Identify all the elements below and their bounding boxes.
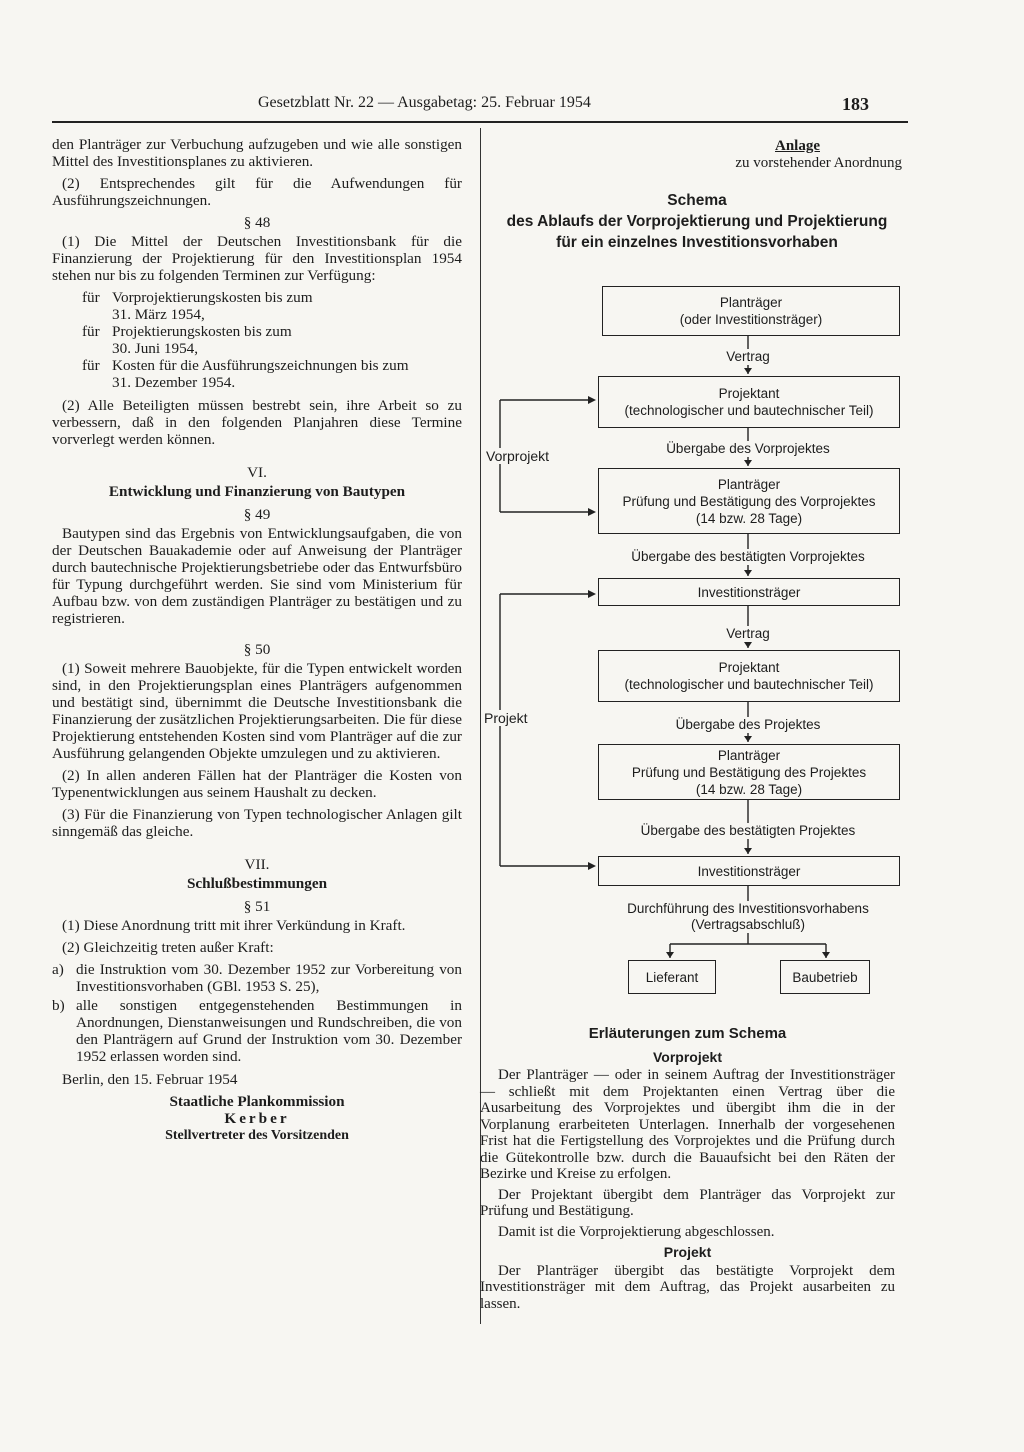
label-uebergabe-projekt: Übergabe des Projektes	[620, 717, 876, 733]
paragraph: (2) Alle Beteiligten müssen bestrebt sein, ihre Arbeit so zu verbessern, daß in den folgenden Planjahren diese Termine vorverlegt werden können.	[52, 397, 462, 448]
box-line: Projektant	[718, 386, 780, 401]
box-lieferant	[628, 960, 716, 994]
box-investitionstraeger	[598, 856, 900, 886]
box-projektant	[598, 376, 900, 428]
place-date: Berlin, den 15. Februar 1954	[62, 1071, 238, 1088]
box-line: Baubetrieb	[792, 969, 858, 985]
label-vertrag: Vertrag	[698, 626, 798, 642]
box-baubetrieb	[780, 960, 870, 994]
anlage-title: Anlage	[775, 138, 820, 154]
deadline-date: 31. März 1954,	[112, 306, 205, 323]
section-number: § 51	[243, 898, 271, 915]
explanations-title: Erläuterungen zum Schema	[588, 1025, 787, 1042]
paragraph: (3) Für die Finanzierung von Typen technologischer Anlagen gilt sinngemäß das gleiche.	[52, 806, 462, 840]
box-plantraeger	[602, 286, 900, 336]
label-uebergabe-bestaetigt: Übergabe des bestätigten Projektes	[610, 823, 886, 839]
schema-title: des Ablaufs der Vorprojektierung und Projektierung	[506, 213, 888, 230]
paragraph: Damit ist die Vorprojektierung abgeschlossen.	[498, 1223, 775, 1240]
signature-name: Kerber	[224, 1110, 290, 1127]
page-number: 183	[842, 94, 869, 114]
box-line: (14 bzw. 28 Tage)	[695, 781, 803, 797]
box-line: Lieferant	[645, 969, 699, 985]
box-line: Planträger	[717, 476, 781, 492]
box-line: Prüfung und Bestätigung des Vorprojektes	[622, 493, 876, 509]
box-plantraeger-pruefung	[598, 744, 900, 800]
box-line: Planträger	[717, 747, 781, 763]
box-line: (technologischer und bautechnischer Teil)	[624, 403, 874, 418]
box-projektant	[598, 650, 900, 702]
subsection-title: Vorprojekt	[653, 1048, 722, 1065]
label-vertrag: Vertrag	[698, 349, 798, 365]
header-rule	[52, 121, 908, 123]
schema-title: Schema	[667, 192, 727, 209]
right-column	[486, 138, 908, 253]
deadline-label: für	[82, 289, 100, 306]
running-header: Gesetzblatt Nr. 22 — Ausgabetag: 25. Februar 1954	[258, 94, 591, 111]
box-line: (oder Investitionsträger)	[679, 312, 823, 327]
list-item	[52, 997, 462, 1065]
deadline-item	[52, 357, 462, 374]
paragraph: (1) Diese Anordnung tritt mit ihrer Verkündung in Kraft.	[62, 917, 406, 934]
schema-title: für ein einzelnes Investitionsvorhaben	[556, 234, 838, 251]
box-line: Investitionsträger	[697, 584, 801, 600]
paragraph: (1) Soweit mehrere Bauobjekte, für die Typen entwickelt worden sind, in den Projektierungsplan eines Planträgers aufgenommen und bestätigt sind, übernimmt die Deutsche Investitionsbank die Finanzierung der zusätzlichen Projektierungsarbeiten. Die für diese Projektierung entstehenden Kosten sind vom Planträger auf die zur Ausführung gelangenden Objekte umzulegen und zu aktivieren.	[52, 660, 462, 762]
paragraph: Der Planträger — oder in seinem Auftrag der Investitionsträger — schließt mit dem Projektanten einen Vertrag über die Ausarbeitung des Vorprojektes und übergibt ihm die in der Vorplanung erarbeiteten Unterlagen. Innerhalb der vorgesehenen Frist hat die Fertigstellung des Vorprojektes und die Prüfung durch die Gütekontrolle bzw. durch die Bauaufsicht bei den Räten der Bezirke und Kreise zu erfolgen.	[480, 1067, 895, 1182]
paragraph: (2) Entsprechendes gilt für die Aufwendungen für Ausführungszeichnungen.	[52, 175, 462, 209]
paragraph: Der Projektant übergibt dem Planträger das Vorprojekt zur Prüfung und Bestätigung.	[480, 1186, 895, 1219]
paragraph: Bautypen sind das Ergebnis von Entwicklungsaufgaben, die von der Deutschen Bauakademie oder auf Anweisung der Planträger durch bautechnische Projektierungsbetriebe oder das Entwurfsbüro für Typung durchgeführt werden. Sie sind vom Ministerium für Aufbau bzw. von dem zuständigen Planträger zu bestätigen und zu registrieren.	[52, 525, 462, 627]
paragraph: Der Planträger übergibt das bestätigte Vorprojekt dem Investitionsträger mit dem Auftrag, das Projekt ausarbeiten zu lassen.	[480, 1262, 895, 1312]
section-number: § 49	[243, 506, 271, 523]
flow-diagram	[480, 270, 910, 1010]
paragraph: den Planträger zur Verbuchung aufzugeben und wie alle sonstigen Mittel des Investitionsplanes zu aktivieren.	[52, 136, 462, 170]
section-title: Entwicklung und Finanzierung von Bautypen	[108, 483, 406, 500]
box-line: (14 bzw. 28 Tage)	[695, 510, 803, 526]
deadline-label: für	[82, 357, 100, 374]
side-label-projekt: Projekt	[484, 710, 528, 726]
box-investitionstraeger	[598, 578, 900, 606]
subsection-title: Projekt	[663, 1244, 712, 1260]
paragraph: (1) Die Mittel der Deutschen Investitionsbank für die Finanzierung der Projektierung für den Investitionsplan 1954 stehen nur bis zu folgenden Terminen zur Verfügung:	[52, 233, 462, 284]
deadline-date: 31. Dezember 1954.	[112, 374, 236, 391]
section-roman: VI.	[247, 464, 267, 481]
label-uebergabe-vorprojekt: Übergabe des Vorprojektes	[610, 441, 886, 457]
paragraph: (2) Gleichzeitig treten außer Kraft:	[62, 939, 274, 956]
label-vertragsabschluss: (Vertragsabschluß)	[660, 917, 836, 933]
deadline-text: Vorprojektierungskosten bis zum	[112, 289, 313, 306]
deadline-label: für	[82, 323, 100, 340]
section-roman: VII.	[244, 856, 270, 873]
deadline-date: 30. Juni 1954,	[112, 340, 199, 357]
list-text: alle sonstigen entgegenstehenden Bestimmungen in Anordnungen, Dienstanweisungen und Rundschreiben, die von den Planträgern auf Grund der Instruktion vom 30. Dezember 1952 erlassen worden sind.	[76, 997, 462, 1065]
deadline-text: Projektierungskosten bis zum	[112, 323, 292, 340]
list-label: a)	[52, 961, 64, 978]
deadline-list	[52, 289, 462, 391]
explanations	[480, 1026, 895, 1316]
section-number: § 48	[243, 214, 271, 231]
list-text: die Instruktion vom 30. Dezember 1952 zur Vorbereitung von Investitionsvorhaben (GBl. 1953 S. 25),	[76, 961, 462, 995]
left-column	[52, 136, 462, 1144]
section-number: § 50	[243, 641, 271, 658]
box-line: Investitionsträger	[697, 863, 801, 879]
signature-role: Stellvertreter des Vorsitzenden	[165, 1128, 349, 1143]
deadline-text: Kosten für die Ausführungszeichnungen bis zum	[112, 357, 409, 374]
signature-org: Staatliche Plankommission	[169, 1093, 345, 1110]
paragraph: (2) In allen anderen Fällen hat der Planträger die Kosten von Typenentwicklungen aus seinem Haushalt zu decken.	[52, 767, 462, 801]
list-label: b)	[52, 997, 65, 1014]
box-line: Projektant	[718, 660, 780, 675]
box-line: Prüfung und Bestätigung des Projektes	[631, 764, 867, 780]
label-uebergabe-bestaetigt: Übergabe des bestätigten Vorprojektes	[600, 549, 896, 565]
side-label-vorprojekt: Vorprojekt	[486, 448, 550, 464]
box-plantraeger-pruefung	[598, 468, 900, 534]
box-line: Planträger	[719, 295, 783, 310]
deadline-item	[52, 289, 462, 306]
section-title: Schlußbestimmungen	[186, 875, 328, 892]
deadline-item	[52, 323, 462, 340]
box-line: (technologischer und bautechnischer Teil)	[624, 677, 874, 692]
anlage-subtitle: zu vorstehender Anordnung	[735, 155, 902, 171]
list-item	[52, 961, 462, 995]
label-durchfuehrung: Durchführung des Investitionsvorhabens	[600, 901, 896, 917]
